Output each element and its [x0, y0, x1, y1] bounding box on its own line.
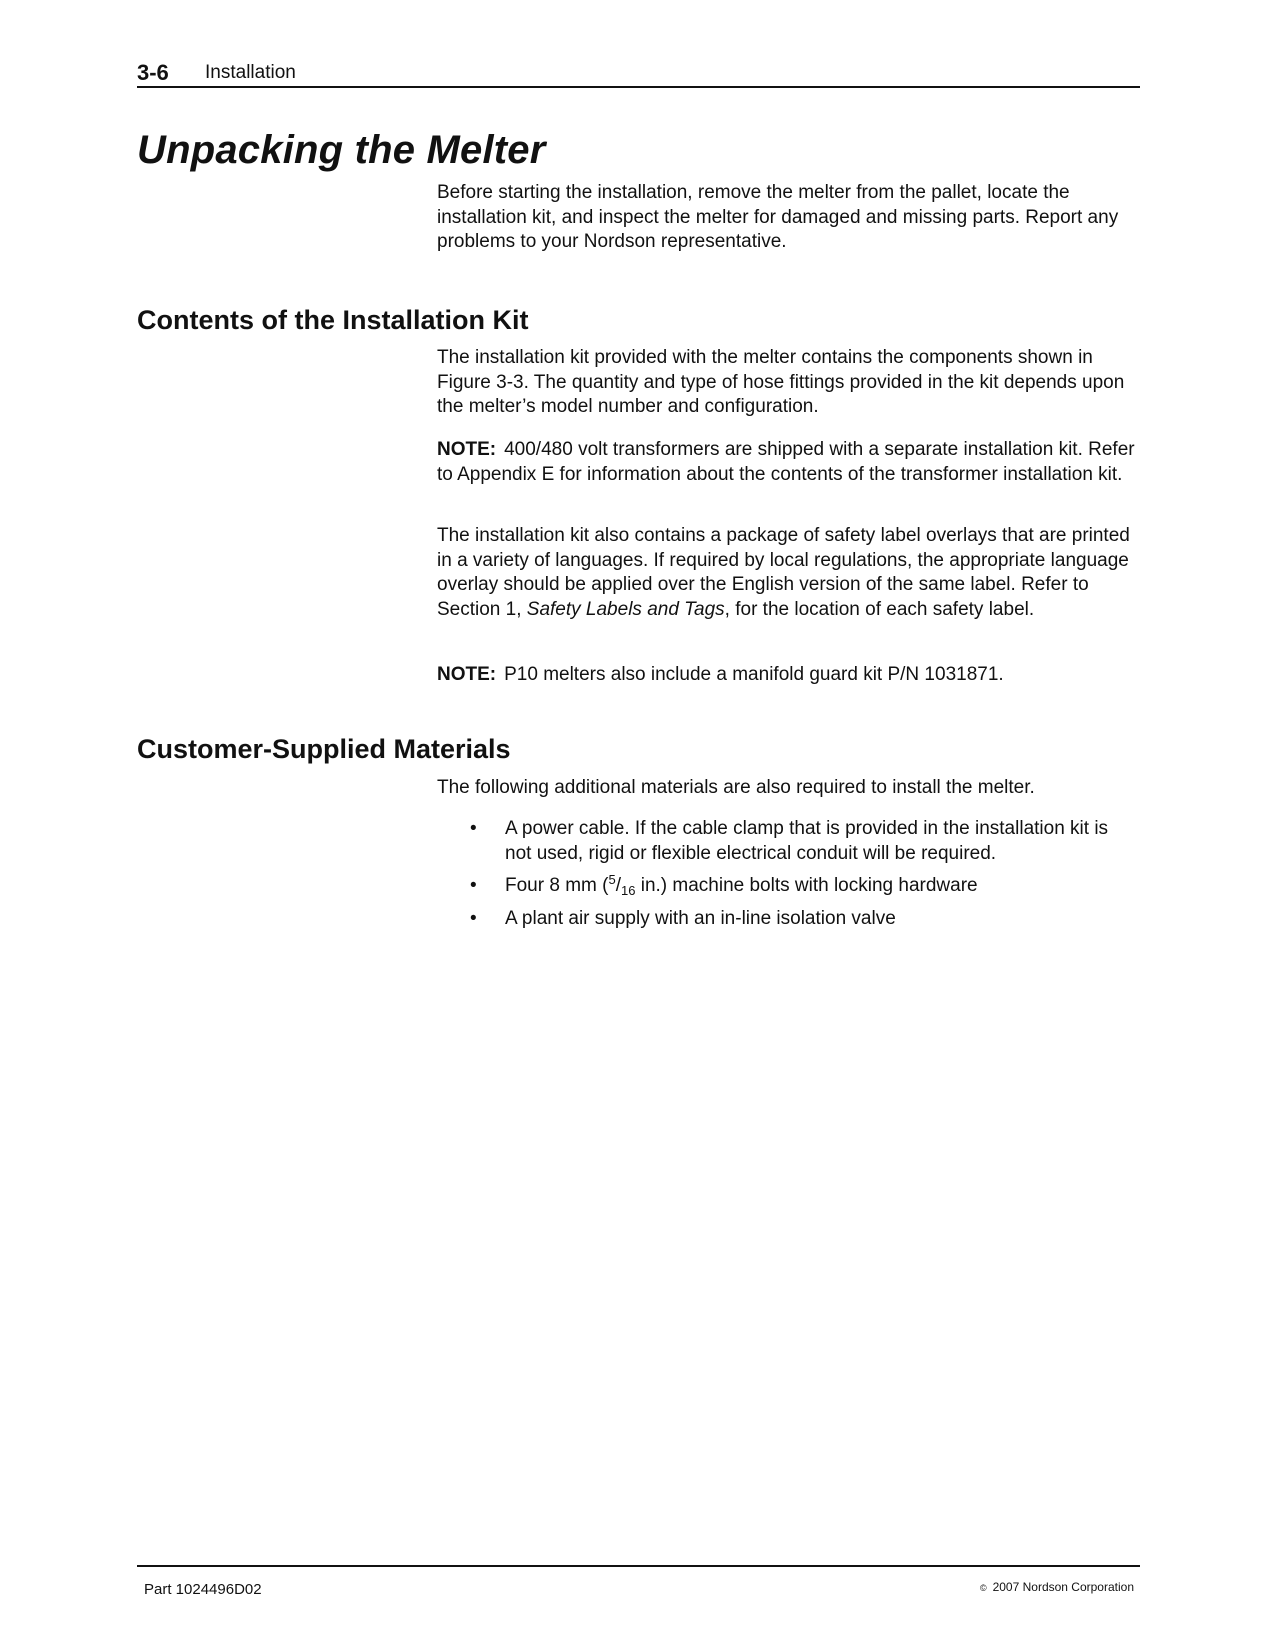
page-footer — [137, 1565, 1140, 1598]
fraction-slash: / — [615, 875, 621, 896]
materials-list-container — [437, 817, 1137, 931]
note-label: NOTE: — [437, 439, 497, 460]
list-item — [437, 907, 1137, 932]
intro-paragraph — [437, 181, 1137, 255]
materials-list — [437, 817, 1137, 931]
part-number: Part 1024496D02 — [144, 1581, 262, 1598]
materials-intro — [437, 776, 1137, 801]
kit-paragraph-1 — [437, 346, 1137, 420]
list-item-text: Four 8 mm ( — [505, 875, 609, 896]
kit-text-2-end: , for the location of each safety label. — [724, 598, 1035, 620]
page-header — [137, 58, 1140, 88]
intro-text: Before starting the installation, remove the melter from the pallet, locate the installation kit, and inspect the melter for damaged and missing parts. Report any problems to your Nordson representative. — [437, 182, 1119, 252]
copyright — [980, 1580, 1134, 1594]
list-item-text: A power cable. If the cable clamp that is provided in the installation kit is not used, rigid or flexible electrical conduit will be required. — [505, 818, 1109, 864]
copyright-text: 2007 Nordson Corporation — [992, 1580, 1134, 1594]
page-number: 3-6 — [137, 60, 169, 85]
section-name: Installation — [205, 62, 296, 83]
kit-note-1 — [437, 438, 1137, 487]
fraction-numerator: 5 — [608, 872, 616, 887]
safety-labels-reference: Safety Labels and Tags — [526, 598, 725, 620]
materials-intro-text: The following additional materials are also required to install the melter. — [437, 777, 1035, 798]
list-item-text: A plant air supply with an in-line isolation valve — [505, 907, 896, 929]
bullet-icon: • — [470, 818, 477, 839]
copyright-symbol: © — [979, 1583, 987, 1593]
note-text: 400/480 volt transformers are shipped with a separate installation kit. Refer to Appendix E for information about the contents of the transformer installation kit. — [437, 439, 1135, 485]
kit-paragraph-2 — [437, 524, 1137, 622]
kit-text-1: The installation kit provided with the melter contains the components shown in Figure 3-3. The quantity and type of hose fittings provided in the kit depends upon the melter’s model number and configuration. — [437, 347, 1125, 417]
kit-text-2-start: The installation kit also contains a package of safety label overlays that are printed in a variety of languages. If required by local regulations, the appropriate language overlay should be applied over the English version of the same label. Refer to Section 1, — [437, 525, 1130, 620]
list-item-text-end: in.) machine bolts with locking hardware — [635, 875, 978, 896]
bullet-icon: • — [470, 875, 477, 896]
kit-heading: Contents of the Installation Kit — [137, 305, 529, 335]
fraction-denominator: 16 — [620, 883, 636, 898]
note-text: P10 melters also include a manifold guard kit P/N 1031871. — [504, 664, 1004, 685]
page-title: Unpacking the Melter — [137, 128, 546, 172]
bullet-icon: • — [470, 907, 477, 929]
materials-heading: Customer-Supplied Materials — [137, 734, 511, 764]
note-label: NOTE: — [437, 664, 497, 685]
kit-note-2 — [437, 663, 1137, 688]
list-item — [437, 817, 1137, 866]
list-item — [437, 874, 1137, 899]
